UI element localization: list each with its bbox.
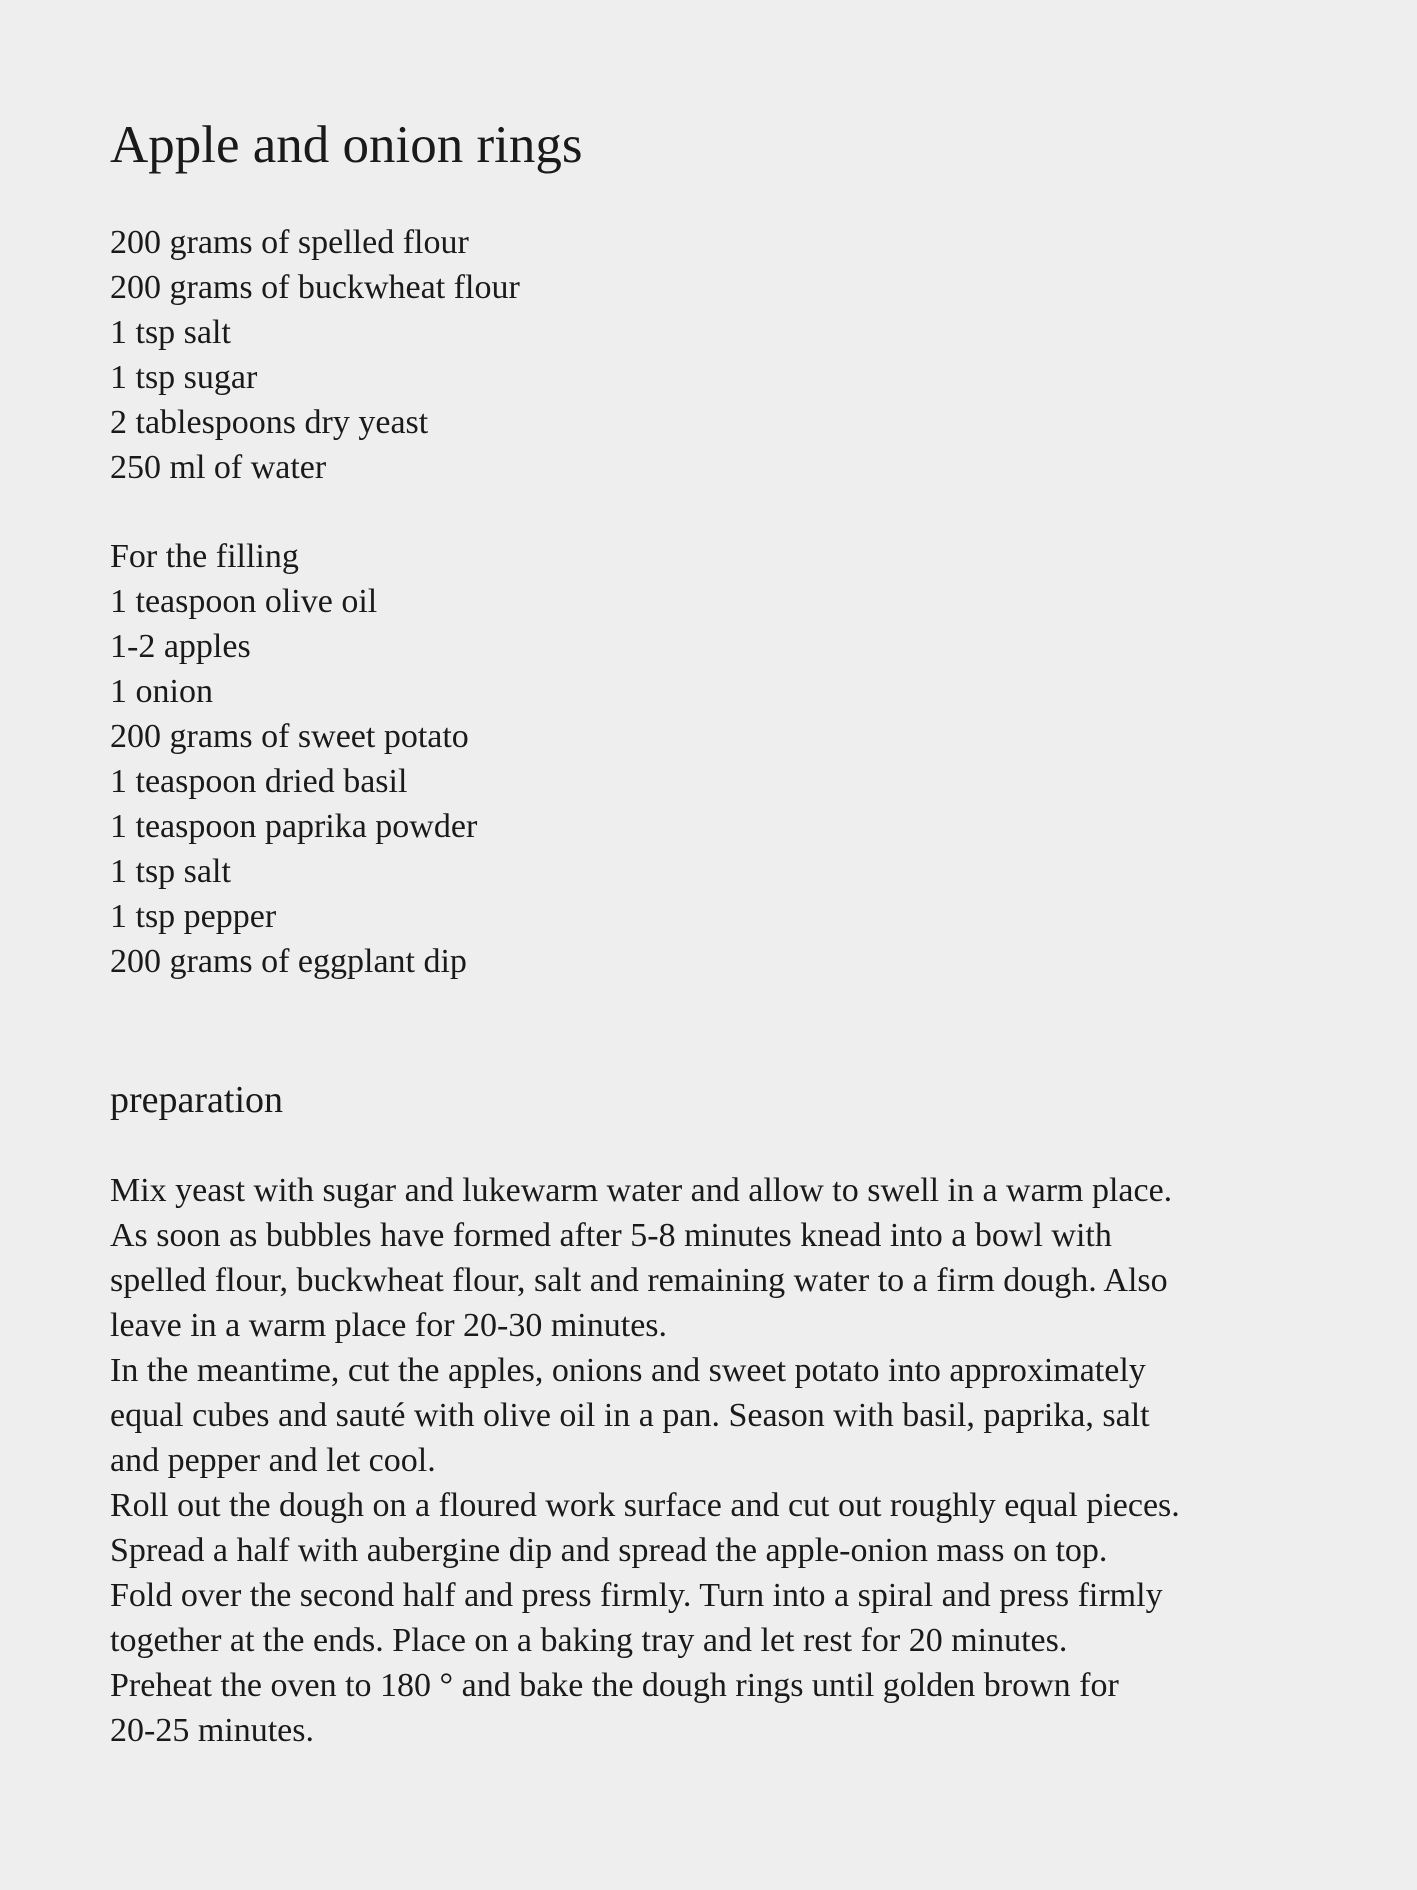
preparation-line: 20-25 minutes.	[110, 1712, 314, 1749]
filling-item: 1 teaspoon olive oil	[110, 583, 378, 620]
preparation-line: Spread a half with aubergine dip and spread the apple-onion mass on top.	[110, 1532, 1108, 1569]
preparation-line: As soon as bubbles have formed after 5-8 minutes knead into a bowl with	[110, 1217, 1112, 1254]
ingredient-item: 1 tsp salt	[110, 314, 231, 351]
recipe-title: Apple and onion rings	[110, 116, 583, 174]
ingredient-list	[110, 220, 520, 490]
preparation-line: Roll out the dough on a floured work surface and cut out roughly equal pieces.	[110, 1487, 1180, 1524]
filling-item: 1 onion	[110, 673, 213, 710]
preparation-line: Fold over the second half and press firmly. Turn into a spiral and press firmly	[110, 1577, 1163, 1614]
preparation-line: In the meantime, cut the apples, onions and sweet potato into approximately	[110, 1352, 1146, 1389]
filling-item: 1 tsp salt	[110, 853, 231, 890]
preparation-line: equal cubes and sauté with olive oil in a pan. Season with basil, paprika, salt	[110, 1397, 1150, 1434]
filling-item: 1-2 apples	[110, 628, 251, 665]
filling-heading: For the filling	[110, 538, 299, 575]
filling-item: 200 grams of eggplant dip	[110, 943, 467, 980]
preparation-line: Mix yeast with sugar and lukewarm water and allow to swell in a warm place.	[110, 1172, 1173, 1209]
preparation-line: spelled flour, buckwheat flour, salt and remaining water to a firm dough. Also	[110, 1262, 1168, 1299]
preparation-line: together at the ends. Place on a baking tray and let rest for 20 minutes.	[110, 1622, 1068, 1659]
preparation-line: Preheat the oven to 180 ° and bake the dough rings until golden brown for	[110, 1667, 1119, 1704]
preparation-line: leave in a warm place for 20-30 minutes.	[110, 1307, 668, 1344]
ingredient-item: 200 grams of spelled flour	[110, 224, 469, 261]
preparation-heading: preparation	[110, 1079, 284, 1121]
preparation-text	[110, 1168, 1320, 1753]
filling-item: 1 teaspoon dried basil	[110, 763, 408, 800]
filling-item: 1 tsp pepper	[110, 898, 277, 935]
filling-item: 1 teaspoon paprika powder	[110, 808, 478, 845]
filling-list	[110, 534, 477, 984]
preparation-line: and pepper and let cool.	[110, 1442, 436, 1479]
ingredient-item: 2 tablespoons dry yeast	[110, 404, 429, 441]
ingredient-item: 200 grams of buckwheat flour	[110, 269, 520, 306]
ingredient-item: 250 ml of water	[110, 449, 327, 486]
ingredient-item: 1 tsp sugar	[110, 359, 258, 396]
filling-item: 200 grams of sweet potato	[110, 718, 469, 755]
